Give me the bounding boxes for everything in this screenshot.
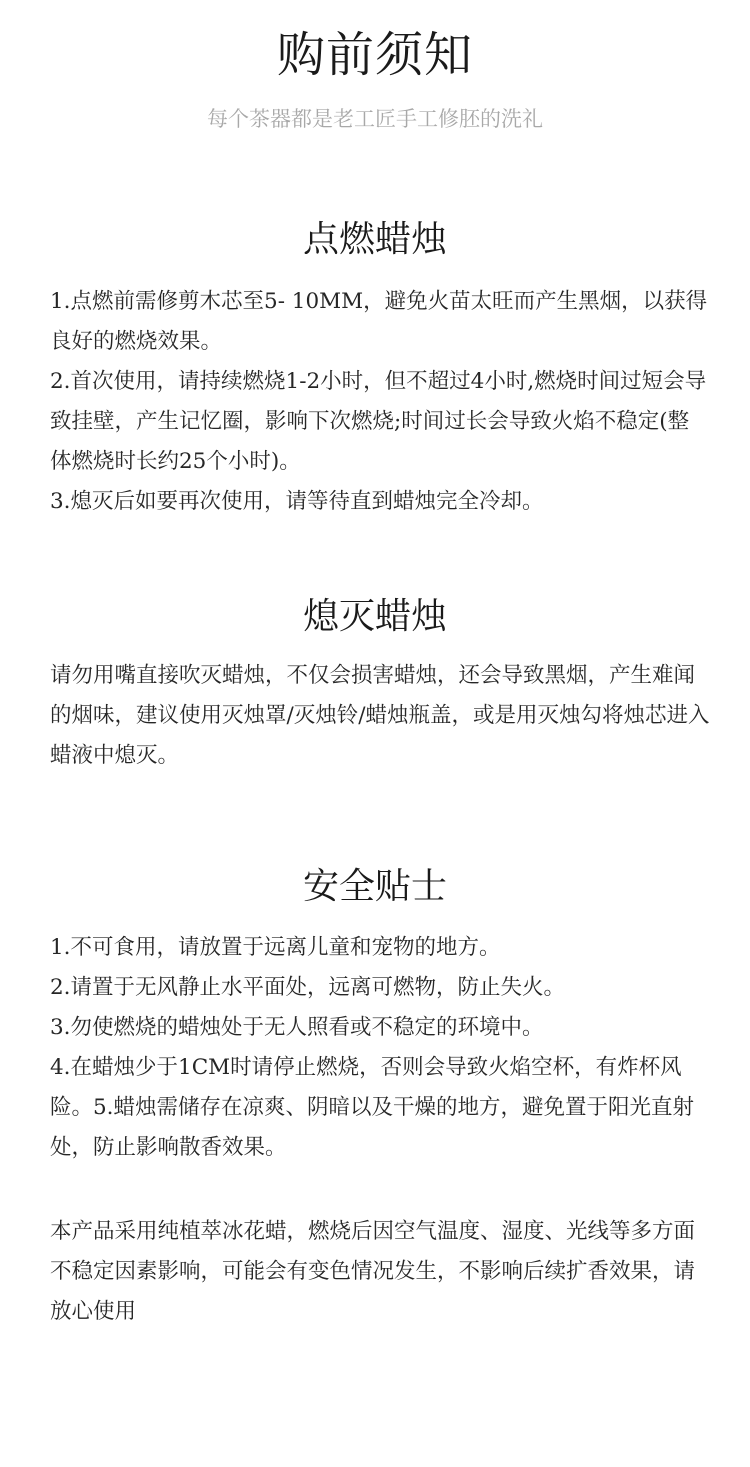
paragraph: 请勿用嘴直接吹灭蜡烛，不仅会损害蜡烛，还会导致黑烟，产生难闻的烟味，建议使用灭烛罩/灭烛铃/蜡烛瓶盖，或是用灭烛勾将烛芯进入蜡液中熄灭。: [50, 663, 710, 768]
section-title-lighting: 点燃蜡烛: [302, 219, 447, 260]
paragraph: 4.在蜡烛少于1CM时请停止燃烧，否则会导致火焰空杯，有炸杯风险。5.蜡烛需储存在凉爽、阴暗以及干燥的地方，避免置于阳光直射处，防止影响散香效果。: [50, 1055, 695, 1160]
paragraph: 1.点燃前需修剪木芯至5- 10MM，避免火苗太旺而产生黑烟，以获得良好的燃烧效果。: [50, 289, 708, 354]
product-note: [50, 1212, 710, 1332]
section-title-extinguishing: 熄灭蜡烛: [302, 596, 447, 637]
page-subtitle: 每个茶器都是老工匠手工修胚的洗礼: [207, 107, 543, 131]
paragraph: 本产品采用纯植萃冰花蜡，燃烧后因空气温度、湿度、光线等多方面不稳定因素影响，可能会有变色情况发生，不影响后续扩香效果，请放心使用: [50, 1219, 696, 1324]
section-body-lighting: [50, 282, 710, 522]
paragraph: 2.首次使用，请持续燃烧1-2小时，但不超过4小时,燃烧时间过短会导致挂壁，产生记忆圈，影响下次燃烧;时间过长会导致火焰不稳定(整体燃烧时长约25个小时)。: [50, 369, 707, 474]
paragraph: 3.熄灭后如要再次使用，请等待直到蜡烛完全冷却。: [50, 489, 544, 514]
section-body-extinguishing: [50, 656, 710, 776]
paragraph: 2.请置于无风静止水平面处，远离可燃物，防止失火。: [50, 975, 566, 1000]
page-title: 购前须知: [276, 27, 473, 83]
paragraph: 1.不可食用，请放置于远离儿童和宠物的地方。: [50, 935, 501, 960]
paragraph: 3.勿使燃烧的蜡烛处于无人照看或不稳定的环境中。: [50, 1015, 544, 1040]
section-body-safety-tips: [50, 928, 710, 1168]
section-title-safety-tips: 安全贴士: [302, 866, 447, 907]
